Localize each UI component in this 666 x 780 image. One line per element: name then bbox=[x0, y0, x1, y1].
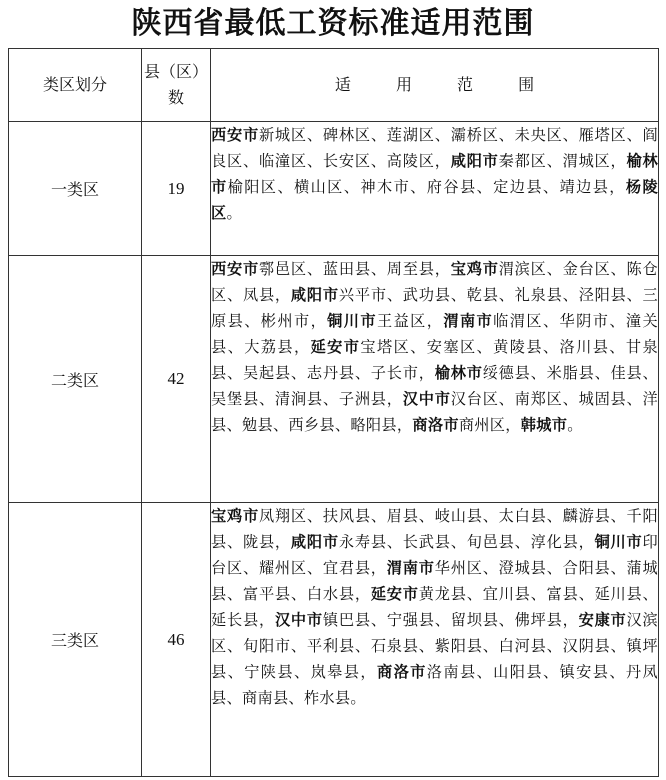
header-county-line1: 县（区） bbox=[143, 62, 208, 81]
district-list: 汉台区、南郑区、城固县、洋县、勉县、西乡县、略阳县， bbox=[211, 390, 658, 434]
city-name: 西安市 bbox=[211, 260, 259, 278]
table-row bbox=[9, 122, 659, 256]
district-list: 。 bbox=[226, 204, 242, 222]
row-count: 19 bbox=[142, 122, 211, 256]
header-scope-char: 用 bbox=[395, 75, 412, 94]
row-count: 46 bbox=[142, 503, 211, 777]
city-name: 延安市 bbox=[310, 338, 361, 356]
header-scope bbox=[211, 49, 659, 122]
city-name: 咸阳市 bbox=[290, 533, 339, 551]
city-name: 渭南市 bbox=[386, 559, 435, 577]
district-list: 凤翔区、扶风县、眉县、岐山县、太白县、麟游县、千阳县、陇县， bbox=[211, 507, 659, 551]
district-list: 秦都区、渭城区， bbox=[498, 152, 627, 170]
row-scope bbox=[211, 503, 659, 777]
page-title: 陕西省最低工资标准适用范围 bbox=[131, 6, 535, 41]
district-list: 榆阳区、横山区、神木市、府谷县、定边县、靖边县， bbox=[227, 178, 626, 196]
city-name: 咸阳市 bbox=[450, 152, 499, 170]
row-count: 42 bbox=[142, 256, 211, 503]
header-scope-char: 范 bbox=[457, 75, 474, 94]
district-list: 绥德县、米脂县、佳县、吴堡县、清涧县、子洲县， bbox=[211, 364, 659, 408]
city-name: 杨陵区 bbox=[211, 178, 658, 222]
district-list: 。 bbox=[567, 416, 583, 434]
district-list: 王益区， bbox=[376, 312, 444, 330]
district-list: 洛南县、山阳县、镇安县、丹凤县、商南县、柞水县。 bbox=[211, 663, 659, 707]
table-row bbox=[9, 256, 659, 503]
city-name: 铜川市 bbox=[327, 312, 377, 330]
header-category: 类区划分 bbox=[9, 49, 142, 122]
district-list: 华州区、澄城县、合阳县、蒲城县、富平县、白水县， bbox=[211, 559, 658, 603]
district-list: 新城区、碑林区、莲湖区、灞桥区、未央区、雁塔区、阎良区、临潼区、长安区、高陵区， bbox=[211, 126, 659, 170]
city-name: 西安市 bbox=[211, 126, 259, 144]
city-name: 汉中市 bbox=[274, 611, 323, 629]
district-list: 汉滨区、旬阳市、平利县、石泉县、紫阳县、白河县、汉阴县、镇坪县、宁陕县、岚皋县， bbox=[211, 611, 659, 681]
row-category: 一类区 bbox=[9, 122, 142, 256]
city-name: 延安市 bbox=[370, 585, 419, 603]
city-name: 咸阳市 bbox=[290, 286, 339, 304]
district-list: 印台区、耀州区、宜君县， bbox=[211, 533, 659, 577]
district-list: 商州区， bbox=[458, 416, 521, 434]
city-name: 榆林市 bbox=[211, 152, 659, 196]
city-name: 韩城市 bbox=[520, 416, 568, 434]
district-list: 鄠邑区、蓝田县、周至县， bbox=[258, 260, 451, 278]
district-list: 镇巴县、宁强县、留坝县、佛坪县， bbox=[322, 611, 579, 629]
header-county-line2: 数 bbox=[167, 88, 184, 107]
city-name: 商洛市 bbox=[376, 663, 427, 681]
row-category: 二类区 bbox=[9, 256, 142, 503]
city-name: 铜川市 bbox=[594, 533, 643, 551]
district-list: 临渭区、华阴市、潼关县、大荔县， bbox=[211, 312, 659, 356]
row-scope bbox=[211, 122, 659, 256]
row-scope bbox=[211, 256, 659, 503]
city-name: 渭南市 bbox=[443, 312, 494, 330]
city-name: 宝鸡市 bbox=[450, 260, 499, 278]
city-name: 安康市 bbox=[578, 611, 627, 629]
table-header-row bbox=[9, 49, 659, 122]
header-scope-char: 围 bbox=[518, 75, 535, 94]
city-name: 汉中市 bbox=[402, 390, 451, 408]
city-name: 商洛市 bbox=[412, 416, 459, 434]
city-name: 榆林市 bbox=[434, 364, 483, 382]
district-list: 黄龙县、宜川县、富县、延川县、延长县， bbox=[211, 585, 659, 629]
header-scope-char: 适 bbox=[334, 75, 351, 94]
district-list: 宝塔区、安塞区、黄陵县、洛川县、甘泉县、吴起县、志丹县、子长市， bbox=[211, 338, 658, 382]
district-list: 永寿县、长武县、旬邑县、淳化县， bbox=[338, 533, 595, 551]
row-category: 三类区 bbox=[9, 503, 142, 777]
header-county-count bbox=[142, 49, 211, 122]
wage-scope-table bbox=[8, 48, 659, 777]
city-name: 宝鸡市 bbox=[211, 507, 259, 525]
district-list: 兴平市、武功县、乾县、礼泉县、泾阳县、三原县、彬州市， bbox=[211, 286, 659, 330]
district-list: 渭滨区、金台区、陈仓区、凤县， bbox=[211, 260, 659, 304]
table-row bbox=[9, 503, 659, 777]
